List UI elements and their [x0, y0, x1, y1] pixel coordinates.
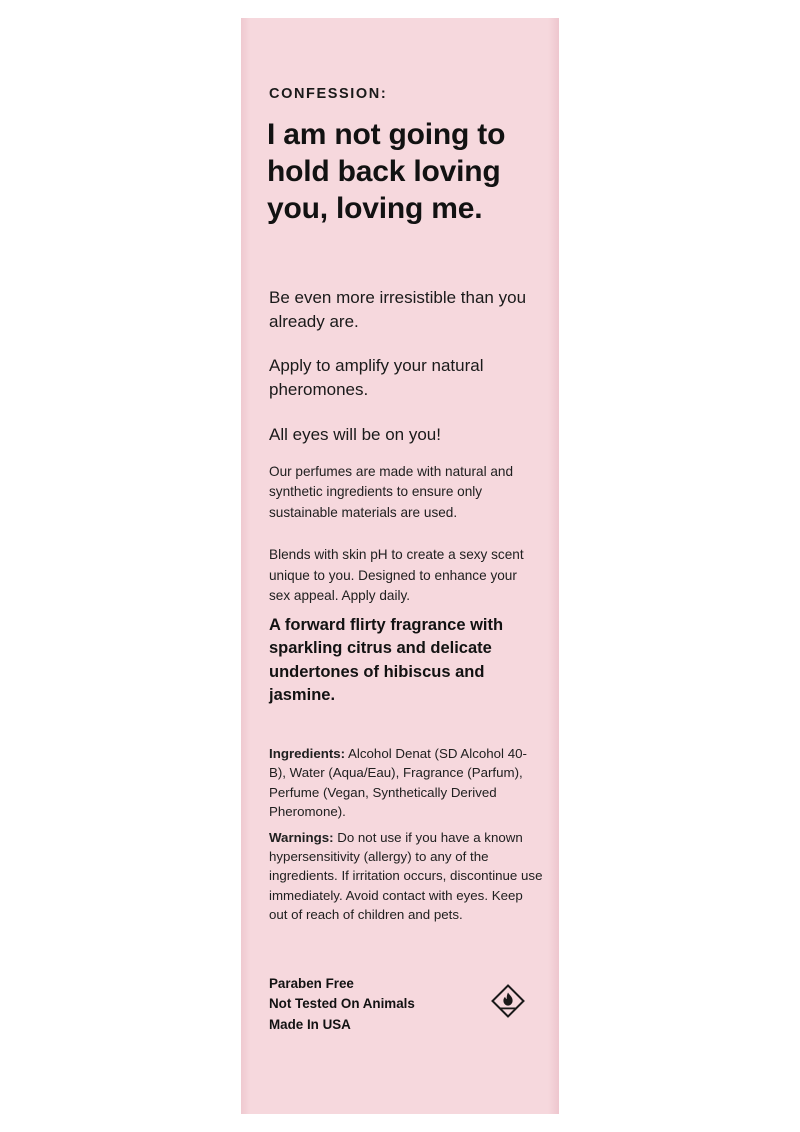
ingredients-label: Ingredients: — [269, 746, 346, 761]
claims-block — [269, 974, 469, 1035]
lede-line-1: Be even more irresistible than you already are. — [269, 288, 527, 332]
body-paragraph-2: Blends with skin pH to create a sexy scent unique to you. Designed to enhance your sex appeal. Apply daily. — [269, 547, 524, 603]
warnings-text: Do not use if you have a known hypersensitivity (allergy) to any of the ingredients. If irritation occurs, discontinue use immediately. Avoid contact with eyes. Keep out of reach of children and pets. — [269, 829, 543, 923]
headline-text: I am not going to hold back loving you, loving me. — [267, 118, 506, 226]
box-left-edge — [241, 18, 250, 1114]
fineprint-block — [269, 744, 543, 931]
warnings-paragraph — [269, 828, 543, 925]
body-paragraph-1: Our perfumes are made with natural and synthetic ingredients to ensure only sustainable materials are used. — [269, 464, 514, 520]
warnings-label: Warnings: — [269, 829, 334, 845]
lede-block — [269, 286, 541, 467]
box-text-content — [269, 18, 541, 1114]
lede-line-3: All eyes will be on you! — [269, 424, 441, 444]
body-block — [269, 462, 541, 628]
box-right-edge — [548, 18, 559, 1114]
claim-paraben-free: Paraben Free — [269, 976, 354, 991]
perfume-box-panel — [241, 18, 559, 1114]
lede-line-2: Apply to amplify your natural pheromones. — [269, 356, 484, 400]
eyebrow-label: CONFESSION: — [269, 86, 388, 102]
flammable-ghs-icon — [491, 984, 525, 1018]
scent-description: A forward flirty fragrance with sparkling citrus and delicate undertones of hibiscus and jasmine. — [269, 616, 504, 705]
claim-not-tested-on-animals: Not Tested On Animals — [269, 996, 415, 1012]
claim-made-in-usa: Made In USA — [269, 1016, 351, 1032]
ingredients-paragraph — [269, 744, 543, 822]
ingredients-text: Alcohol Denat (SD Alcohol 40-B), Water (Aqua/Eau), Fragrance (Parfum), Perfume (Vegan, Synthetically Derived Pheromone). — [269, 746, 527, 820]
